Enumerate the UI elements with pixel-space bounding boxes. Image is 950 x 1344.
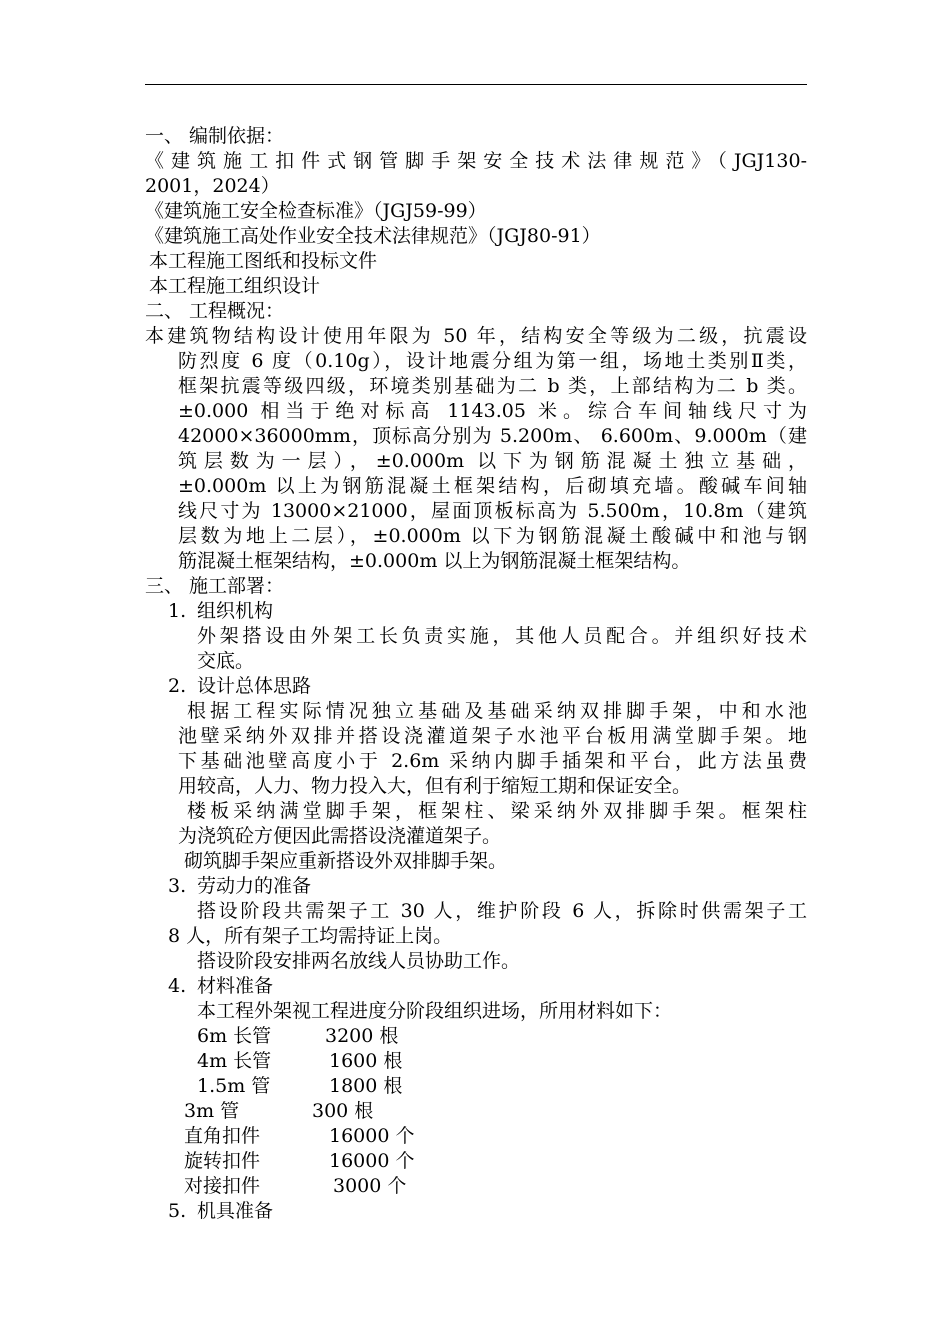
item-number: 3. xyxy=(168,875,187,897)
section-3-heading: 三、 施工部署： xyxy=(145,575,285,597)
item-text: 楼板采纳满堂脚手架，框架柱、梁采纳外双排脚手架。框架柱 xyxy=(187,800,807,822)
overview-line: 防烈度 6 度（0.10g），设计地震分组为第一组，场地土类别Ⅱ类， xyxy=(178,350,807,372)
overview-line: 线尺寸为 13000×21000，屋面顶板标高为 5.500m，10.8m（建筑 xyxy=(178,500,807,522)
item-text: 下基础池壁高度小于 2.6m 采纳内脚手插架和平台，此方法虽费 xyxy=(178,750,807,772)
item-text: 为浇筑砼方便因此需搭设浇灌道架子。 xyxy=(178,825,502,847)
overview-line: 筑层数为一层），±0.000m 以下为钢筋混凝土独立基础， xyxy=(178,450,807,472)
overview-line: 42000×36000mm，顶标高分别为 5.200m、 6.600m、9.000m（建 xyxy=(178,425,807,447)
material-quantity: 3200 根 xyxy=(325,1025,399,1047)
overview-line: 框架抗震等级四级，环境类别基础为二 b 类，上部结构为二 b 类。 xyxy=(178,375,807,397)
material-name: 4m 长管 xyxy=(197,1050,272,1072)
material-quantity: 1600 根 xyxy=(329,1050,403,1072)
material-quantity: 16000 个 xyxy=(329,1150,415,1172)
item-number: 2. xyxy=(168,675,187,697)
reference-5: 本工程施工组织设计 xyxy=(149,275,321,297)
item-number: 1. xyxy=(168,600,187,622)
item-text: 池壁采纳外双排并搭设浇灌道架子水池平台板用满堂脚手架。地 xyxy=(178,725,807,747)
material-quantity: 300 根 xyxy=(312,1100,374,1122)
material-quantity: 1800 根 xyxy=(329,1075,403,1097)
item-title: 材料准备 xyxy=(197,975,274,997)
item-text: 根据工程实际情况独立基础及基础采纳双排脚手架，中和水池 xyxy=(187,700,807,722)
item-title: 劳动力的准备 xyxy=(197,875,312,897)
item-text: 交底。 xyxy=(197,650,255,672)
overview-line: 本建筑物结构设计使用年限为 50 年，结构安全等级为二级，抗震设 xyxy=(145,325,807,347)
reference-1: 《建筑施工扣件式钢管脚手架安全技术法律规范》（JGJ130- xyxy=(145,150,807,172)
reference-3: 《建筑施工高处作业安全技术法律规范》（JGJ80-91） xyxy=(145,225,601,247)
item-text: 本工程外架视工程进度分阶段组织进场，所用材料如下： xyxy=(197,1000,673,1022)
section-1-heading: 一、 编制依据： xyxy=(145,125,285,147)
reference-4: 本工程施工图纸和投标文件 xyxy=(149,250,378,272)
overview-line: ±0.000m 以上为钢筋混凝土框架结构，后砌填充墙。酸碱车间轴 xyxy=(178,475,807,497)
overview-line: 筋混凝土框架结构，±0.000m 以上为钢筋混凝土框架结构。 xyxy=(178,550,691,572)
material-quantity: 16000 个 xyxy=(329,1125,415,1147)
overview-line: 层数为地上二层），±0.000m 以下为钢筋混凝土酸碱中和池与钢 xyxy=(178,525,807,547)
material-name: 3m 管 xyxy=(184,1100,240,1122)
material-name: 旋转扣件 xyxy=(184,1150,261,1172)
item-text: 外架搭设由外架工长负责实施，其他人员配合。并组织好技术 xyxy=(197,625,807,647)
item-text: 搭设阶段共需架子工 30 人，维护阶段 6 人，拆除时供需架子工 xyxy=(197,900,807,922)
section-2-heading: 二、 工程概况： xyxy=(145,300,285,322)
item-text: 砌筑脚手架应重新搭设外双排脚手架。 xyxy=(184,850,508,872)
item-title: 组织机构 xyxy=(197,600,274,622)
material-name: 对接扣件 xyxy=(184,1175,261,1197)
item-text: 搭设阶段安排两名放线人员协助工作。 xyxy=(197,950,521,972)
overview-line: ±0.000 相当于绝对标高 1143.05 米。综合车间轴线尺寸为 xyxy=(178,400,807,422)
header-rule xyxy=(145,84,807,85)
material-name: 1.5m 管 xyxy=(197,1075,271,1097)
item-text: 8 人，所有架子工均需持证上岗。 xyxy=(168,925,453,947)
item-number: 4. xyxy=(168,975,187,997)
material-name: 直角扣件 xyxy=(184,1125,261,1147)
item-text: 用较高，人力、物力投入大，但有利于缩短工期和保证安全。 xyxy=(178,775,692,797)
reference-2: 《建筑施工安全检查标准》（JGJ59-99） xyxy=(145,200,487,222)
item-title: 设计总体思路 xyxy=(197,675,312,697)
item-number: 5. xyxy=(168,1200,187,1222)
material-name: 6m 长管 xyxy=(197,1025,272,1047)
item-title: 机具准备 xyxy=(197,1200,274,1222)
material-quantity: 3000 个 xyxy=(333,1175,407,1197)
reference-1-cont: 2001，2024） xyxy=(145,175,280,197)
